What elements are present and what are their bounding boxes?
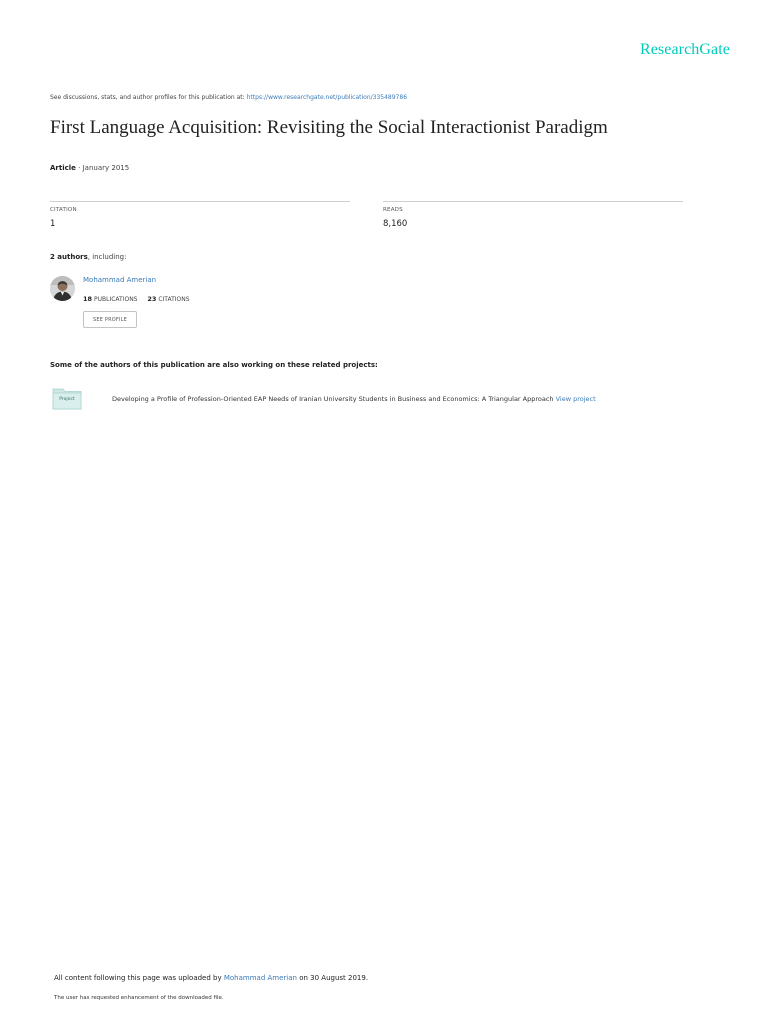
citation-divider bbox=[50, 201, 350, 202]
researchgate-logo[interactable]: ResearchGate bbox=[639, 41, 730, 58]
authors-heading bbox=[50, 253, 126, 261]
discussions-text: See discussions, stats, and author profiles for this publication at: bbox=[50, 94, 245, 101]
upload-date: on 30 August 2019. bbox=[299, 974, 369, 982]
project-description bbox=[112, 395, 596, 403]
upload-prefix: All content following this page was uploaded by bbox=[54, 974, 222, 982]
related-projects-heading: Some of the authors of this publication are also working on these related projects: bbox=[50, 361, 378, 369]
authors-count: 2 authors bbox=[50, 253, 88, 261]
citation-value: 1 bbox=[50, 219, 56, 229]
reads-divider bbox=[383, 201, 683, 202]
view-project-link[interactable]: View project bbox=[555, 395, 596, 403]
authors-including: , including: bbox=[87, 253, 127, 261]
publications-label: PUBLICATIONS bbox=[93, 296, 138, 303]
author-stats bbox=[83, 295, 190, 303]
uploader-link[interactable]: Mohammad Amerian bbox=[223, 974, 297, 982]
publication-url-link[interactable]: https://www.researchgate.net/publication/335489786 bbox=[246, 94, 408, 101]
citations-count: 23 bbox=[147, 295, 157, 303]
project-icon-label: Project bbox=[59, 397, 75, 402]
citation-label: CITATION bbox=[50, 207, 77, 213]
user-photo-icon bbox=[50, 276, 75, 301]
reads-value: 8,160 bbox=[383, 219, 408, 229]
project-title: Developing a Profile of Profession-Oriented EAP Needs of Iranian University Students in Business and Economics: A Triangular Approach bbox=[112, 395, 554, 403]
publications-count: 18 bbox=[83, 295, 93, 303]
article-meta bbox=[50, 164, 129, 172]
enhancement-note: The user has requested enhancement of the downloaded file. bbox=[54, 995, 224, 1001]
discussions-line bbox=[50, 94, 407, 101]
reads-label: READS bbox=[383, 207, 403, 213]
article-type: Article bbox=[50, 164, 76, 172]
upload-info bbox=[54, 974, 368, 982]
avatar[interactable] bbox=[50, 276, 75, 301]
project-folder-icon[interactable] bbox=[52, 386, 82, 410]
see-profile-button[interactable]: SEE PROFILE bbox=[83, 311, 137, 328]
page-title: First Language Acquisition: Revisiting the Social Interactionist Paradigm bbox=[50, 117, 608, 138]
citations-label: CITATIONS bbox=[158, 296, 190, 303]
article-date: · January 2015 bbox=[78, 164, 130, 172]
author-name-link[interactable]: Mohammad Amerian bbox=[83, 276, 157, 284]
